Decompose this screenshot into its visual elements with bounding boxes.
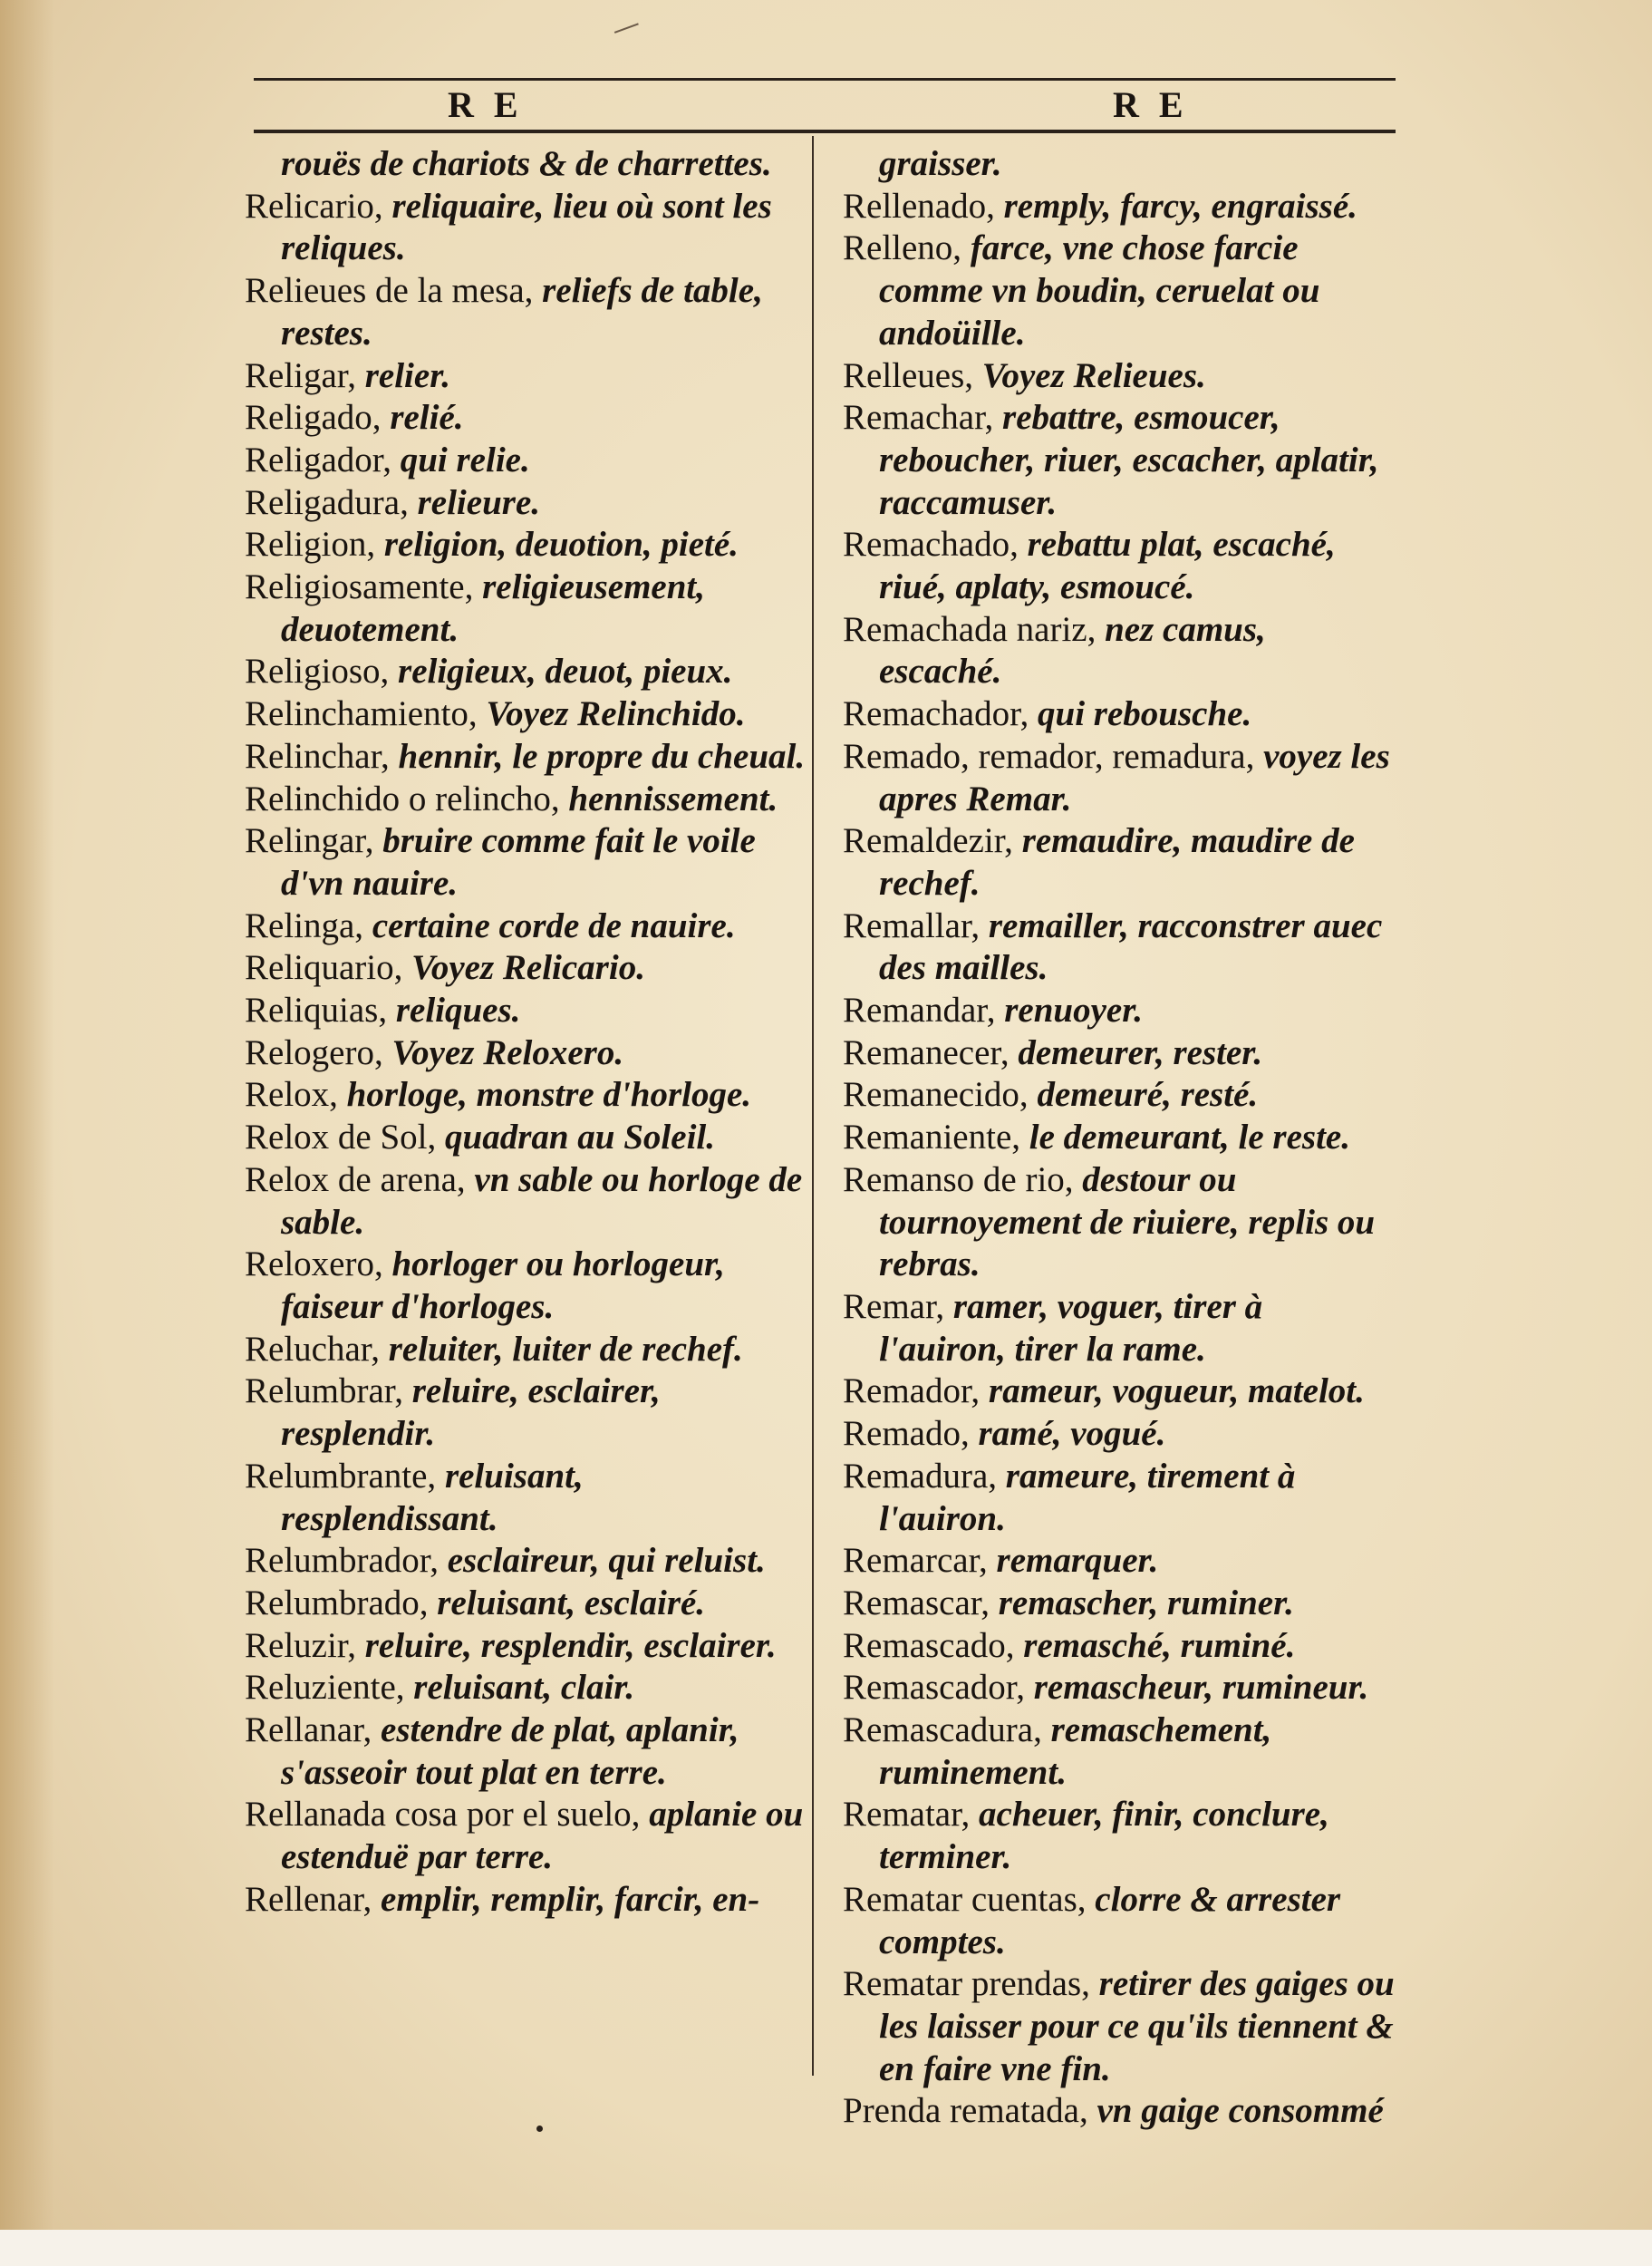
dictionary-entry bbox=[843, 1583, 1396, 1625]
entry-headword: Prenda rematada, bbox=[843, 2091, 1097, 2131]
entry-translation: Voyez Reloxero. bbox=[391, 1032, 624, 1072]
entry-headword: Relieues de la mesa, bbox=[245, 271, 543, 311]
entry-headword: Religador, bbox=[245, 440, 401, 479]
dictionary-entry bbox=[843, 1456, 1396, 1540]
entry-translation: graisser. bbox=[879, 144, 1002, 183]
dictionary-entry bbox=[245, 1244, 807, 1328]
entry-headword: Rellenado, bbox=[843, 186, 1004, 226]
entry-headword: Remachador, bbox=[843, 694, 1039, 734]
page-edge-shadow bbox=[0, 0, 54, 2266]
entry-translation: remascheur, rumineur. bbox=[1033, 1668, 1369, 1708]
entry-headword: Rematar, bbox=[843, 1795, 980, 1835]
dictionary-entry bbox=[245, 270, 807, 354]
dictionary-entry bbox=[843, 2090, 1396, 2133]
dictionary-entry bbox=[245, 693, 807, 736]
entry-headword: Reloxero, bbox=[245, 1244, 392, 1284]
entry-headword: Religioso, bbox=[245, 652, 399, 692]
dictionary-entry bbox=[843, 1370, 1396, 1413]
dictionary-entry bbox=[843, 609, 1396, 693]
column-divider bbox=[812, 136, 814, 2076]
dictionary-entry bbox=[245, 990, 807, 1032]
entry-translation: qui rebousche. bbox=[1038, 694, 1252, 734]
entry-translation: rameur, vogueur, matelot. bbox=[988, 1371, 1365, 1411]
entry-headword: Rellenar, bbox=[245, 1879, 382, 1919]
entry-headword: Religadura, bbox=[245, 482, 418, 522]
dictionary-entry bbox=[843, 1540, 1396, 1583]
entry-translation: emplir, remplir, farcir, en- bbox=[381, 1879, 760, 1919]
entry-translation: rameure, tirement à l'auiron. bbox=[879, 1456, 1296, 1538]
dictionary-entry bbox=[843, 820, 1396, 905]
dictionary-entry bbox=[245, 1667, 807, 1709]
entry-headword: Religado, bbox=[245, 398, 391, 438]
entry-headword: Relumbrador, bbox=[245, 1541, 448, 1581]
dictionary-entry bbox=[843, 1074, 1396, 1117]
dictionary-entry bbox=[245, 1625, 807, 1668]
entry-headword: Remarcar, bbox=[843, 1541, 997, 1581]
entry-translation: relier. bbox=[364, 355, 450, 395]
dictionary-entry bbox=[843, 693, 1396, 736]
entry-translation: estendre de plat, aplanir, s'asseoir tout plat en terre. bbox=[281, 1710, 739, 1792]
entry-translation: reliques. bbox=[395, 991, 521, 1031]
entry-headword: Relinchido o relincho, bbox=[245, 779, 569, 818]
entry-headword: Remachar, bbox=[843, 398, 1003, 438]
top-rule bbox=[254, 78, 1396, 81]
entry-translation: religieux, deuot, pieux. bbox=[398, 652, 733, 692]
dictionary-entry bbox=[245, 1370, 807, 1455]
page-bottom-margin bbox=[0, 2230, 1652, 2266]
dictionary-entry bbox=[245, 905, 807, 948]
entry-headword: Remaniente, bbox=[843, 1118, 1029, 1157]
entry-headword: Relleno, bbox=[843, 228, 971, 268]
dictionary-entry bbox=[245, 1879, 807, 1922]
entry-translation: demeurer, rester. bbox=[1018, 1032, 1263, 1072]
dictionary-entry bbox=[843, 1625, 1396, 1668]
entry-headword: Relox de Sol, bbox=[245, 1118, 445, 1157]
dictionary-entry bbox=[245, 1456, 807, 1540]
entry-headword: Remachada nariz, bbox=[843, 609, 1106, 649]
entry-headword: Relogero, bbox=[245, 1032, 392, 1072]
dictionary-entry bbox=[245, 1117, 807, 1159]
running-head-left: R E bbox=[448, 84, 524, 125]
entry-headword: Reluziente, bbox=[245, 1668, 414, 1708]
dictionary-entry bbox=[245, 1709, 807, 1794]
entry-headword: Relinchar, bbox=[245, 736, 399, 776]
entry-translation: reluisant, esclairé. bbox=[437, 1583, 706, 1622]
header-rule bbox=[254, 130, 1396, 133]
entry-translation: relieure. bbox=[417, 482, 541, 522]
entry-translation: aplanie ou estenduë par terre. bbox=[281, 1795, 804, 1877]
entry-headword: Remanso de rio, bbox=[843, 1159, 1083, 1199]
entry-translation: qui relie. bbox=[400, 440, 530, 479]
left-column bbox=[245, 143, 807, 1922]
entry-translation: remply, farcy, engraissé. bbox=[1003, 186, 1357, 226]
entry-headword: Reliquario, bbox=[245, 948, 412, 988]
entry-headword: Reluzir, bbox=[245, 1625, 365, 1665]
entry-headword: Remar, bbox=[843, 1286, 953, 1326]
entry-headword: Relinga, bbox=[245, 905, 372, 945]
dictionary-entry bbox=[245, 736, 807, 779]
entry-headword: Relox, bbox=[245, 1075, 347, 1115]
entry-translation: ramer, voguer, tirer à l'auiron, tirer la rame. bbox=[879, 1286, 1263, 1369]
dictionary-entry bbox=[245, 524, 807, 566]
entry-translation: clorre & arrester comptes. bbox=[879, 1879, 1341, 1961]
dictionary-entry bbox=[843, 355, 1396, 398]
entry-headword: Rematar prendas, bbox=[843, 1964, 1099, 2004]
entry-translation: rebattu plat, escaché, riué, aplaty, esmoucé. bbox=[879, 525, 1336, 607]
entry-headword: Remachado, bbox=[843, 525, 1028, 565]
entry-translation: farce, vne chose farcie comme vn boudin, ceruelat ou andoüille. bbox=[879, 228, 1320, 353]
entry-translation: certaine corde de nauire. bbox=[372, 905, 736, 945]
right-column bbox=[843, 143, 1396, 2133]
entry-translation: remarquer. bbox=[996, 1541, 1159, 1581]
entry-headword: Remado, bbox=[843, 1414, 979, 1454]
entry-headword: Remascado, bbox=[843, 1625, 1024, 1665]
entry-translation: rouës de chariots & de charrettes. bbox=[281, 144, 772, 183]
entry-translation: Voyez Relieues. bbox=[981, 355, 1206, 395]
entry-translation: renuoyer. bbox=[1004, 991, 1143, 1031]
dictionary-entry bbox=[245, 482, 807, 525]
dictionary-entry bbox=[843, 1879, 1396, 1963]
entry-translation: hennissement. bbox=[568, 779, 778, 818]
entry-translation: vn gaige consommé bbox=[1097, 2091, 1384, 2131]
dictionary-entry bbox=[245, 1329, 807, 1371]
dictionary-entry bbox=[843, 1286, 1396, 1370]
entry-translation: reliefs de table, restes. bbox=[281, 271, 763, 353]
entry-headword: Remado, remador, remadura, bbox=[843, 736, 1264, 776]
entry-headword: Remallar, bbox=[843, 905, 989, 945]
entry-translation: reluire, esclairer, resplendir. bbox=[281, 1371, 661, 1454]
entry-translation: vn sable ou horloge de sable. bbox=[281, 1159, 803, 1242]
ornament-dot bbox=[536, 2126, 543, 2132]
entry-translation: remaudire, maudire de rechef. bbox=[879, 821, 1355, 903]
entry-headword: Reliquias, bbox=[245, 991, 396, 1031]
entry-headword: Relumbrado, bbox=[245, 1583, 438, 1622]
dictionary-entry bbox=[245, 440, 807, 482]
dictionary-entry bbox=[245, 651, 807, 693]
entry-translation: rebattre, esmoucer, reboucher, riuer, escacher, aplatir, raccamuser. bbox=[879, 398, 1379, 522]
entry-translation: hennir, le propre du cheual. bbox=[398, 736, 806, 776]
dictionary-entry bbox=[245, 566, 807, 651]
entry-headword: Relleues, bbox=[843, 355, 982, 395]
dictionary-entry bbox=[843, 905, 1396, 990]
entry-translation: reluiter, luiter de rechef. bbox=[388, 1329, 743, 1369]
entry-headword: Rellanar, bbox=[245, 1710, 382, 1750]
entry-translation: reluisant, clair. bbox=[413, 1668, 635, 1708]
entry-translation: remaschement, ruminement. bbox=[879, 1710, 1272, 1792]
dictionary-entry bbox=[843, 1709, 1396, 1794]
entry-translation: retirer des gaiges ou les laisser pour ce qu'ils tiennent & en faire vne fin. bbox=[879, 1964, 1395, 2088]
entry-translation: remascher, ruminer. bbox=[998, 1583, 1294, 1622]
entry-translation: reliquaire, lieu où sont les reliques. bbox=[281, 186, 772, 268]
dictionary-entry bbox=[245, 1159, 807, 1244]
entry-translation: le demeurant, le reste. bbox=[1029, 1118, 1350, 1157]
dictionary-entry bbox=[245, 1583, 807, 1625]
entry-headword: Rematar cuentas, bbox=[843, 1879, 1096, 1919]
dictionary-entry bbox=[843, 228, 1396, 354]
entry-translation: nez camus, escaché. bbox=[879, 609, 1266, 692]
dictionary-entry bbox=[245, 397, 807, 440]
entry-translation: voyez les apres Remar. bbox=[879, 736, 1390, 818]
entry-translation: religion, deuotion, pieté. bbox=[383, 525, 739, 565]
dictionary-entry bbox=[843, 1667, 1396, 1709]
entry-headword: Relox de arena, bbox=[245, 1159, 475, 1199]
dictionary-entry bbox=[245, 1032, 807, 1075]
entry-translation: religieusement, deuotement. bbox=[281, 567, 706, 649]
dictionary-entry bbox=[843, 1117, 1396, 1159]
dictionary-entry bbox=[843, 186, 1396, 228]
ink-mark bbox=[614, 23, 640, 36]
dictionary-entry bbox=[843, 1413, 1396, 1456]
entry-translation: demeuré, resté. bbox=[1037, 1075, 1259, 1115]
entry-translation: reluire, resplendir, esclairer. bbox=[364, 1625, 777, 1665]
entry-translation: horloger ou horlogeur, faiseur d'horloges. bbox=[281, 1244, 725, 1326]
entry-headword: Religar, bbox=[245, 355, 365, 395]
entry-translation: relié. bbox=[390, 398, 464, 438]
dictionary-entry bbox=[245, 355, 807, 398]
entry-translation: ramé, vogué. bbox=[978, 1414, 1166, 1454]
dictionary-entry bbox=[245, 1794, 807, 1878]
entry-translation: acheuer, finir, conclure, terminer. bbox=[879, 1795, 1329, 1877]
entry-translation: Voyez Relinchido. bbox=[486, 694, 746, 734]
dictionary-entry bbox=[245, 779, 807, 821]
entry-headword: Remadura, bbox=[843, 1456, 1006, 1496]
dictionary-entry bbox=[843, 736, 1396, 820]
running-head-right: R E bbox=[1113, 84, 1189, 125]
entry-headword: Rellanada cosa por el suelo, bbox=[245, 1795, 650, 1835]
dictionary-entry bbox=[245, 820, 807, 905]
dictionary-entry bbox=[843, 397, 1396, 524]
entry-translation: reluisant, resplendissant. bbox=[281, 1456, 584, 1538]
dictionary-entry bbox=[843, 1159, 1396, 1286]
entry-translation: Voyez Relicario. bbox=[411, 948, 645, 988]
dictionary-entry bbox=[245, 186, 807, 270]
dictionary-entry bbox=[843, 1032, 1396, 1075]
entry-headword: Reluchar, bbox=[245, 1329, 389, 1369]
entry-translation: remailler, racconstrer auec des mailles. bbox=[879, 905, 1383, 988]
entry-translation: quadran au Soleil. bbox=[445, 1118, 716, 1157]
dictionary-entry bbox=[245, 947, 807, 990]
dictionary-entry bbox=[245, 1074, 807, 1117]
entry-headword: Remanecer, bbox=[843, 1032, 1019, 1072]
entry-headword: Relinchamiento, bbox=[245, 694, 487, 734]
entry-headword: Remascador, bbox=[843, 1668, 1034, 1708]
dictionary-entry bbox=[245, 1540, 807, 1583]
entry-headword: Remador, bbox=[843, 1371, 989, 1411]
entry-headword: Relumbrante, bbox=[245, 1456, 445, 1496]
entry-headword: Remaldezir, bbox=[843, 821, 1022, 861]
entry-headword: Relumbrar, bbox=[245, 1371, 412, 1411]
entry-translation: remasché, ruminé. bbox=[1023, 1625, 1296, 1665]
entry-headword: Remascar, bbox=[843, 1583, 999, 1622]
dictionary-entry bbox=[245, 143, 807, 186]
entry-headword: Remascadura, bbox=[843, 1710, 1051, 1750]
entry-translation: bruire comme fait le voile d'vn nauire. bbox=[281, 821, 756, 903]
entry-headword: Relicario, bbox=[245, 186, 392, 226]
dictionary-entry bbox=[843, 990, 1396, 1032]
entry-headword: Religion, bbox=[245, 525, 384, 565]
entry-translation: horloge, monstre d'horloge. bbox=[346, 1075, 752, 1115]
entry-translation: esclaireur, qui reluist. bbox=[447, 1541, 766, 1581]
entry-headword: Remanecido, bbox=[843, 1075, 1038, 1115]
entry-headword: Remandar, bbox=[843, 991, 1005, 1031]
entry-translation: destour ou tournoyement de riuiere, replis ou rebras. bbox=[879, 1159, 1376, 1284]
entry-headword: Religiosamente, bbox=[245, 567, 483, 607]
entry-headword: Relingar, bbox=[245, 821, 383, 861]
dictionary-entry bbox=[843, 143, 1396, 186]
dictionary-entry bbox=[843, 524, 1396, 608]
dictionary-entry bbox=[843, 1963, 1396, 2090]
dictionary-entry bbox=[843, 1794, 1396, 1878]
